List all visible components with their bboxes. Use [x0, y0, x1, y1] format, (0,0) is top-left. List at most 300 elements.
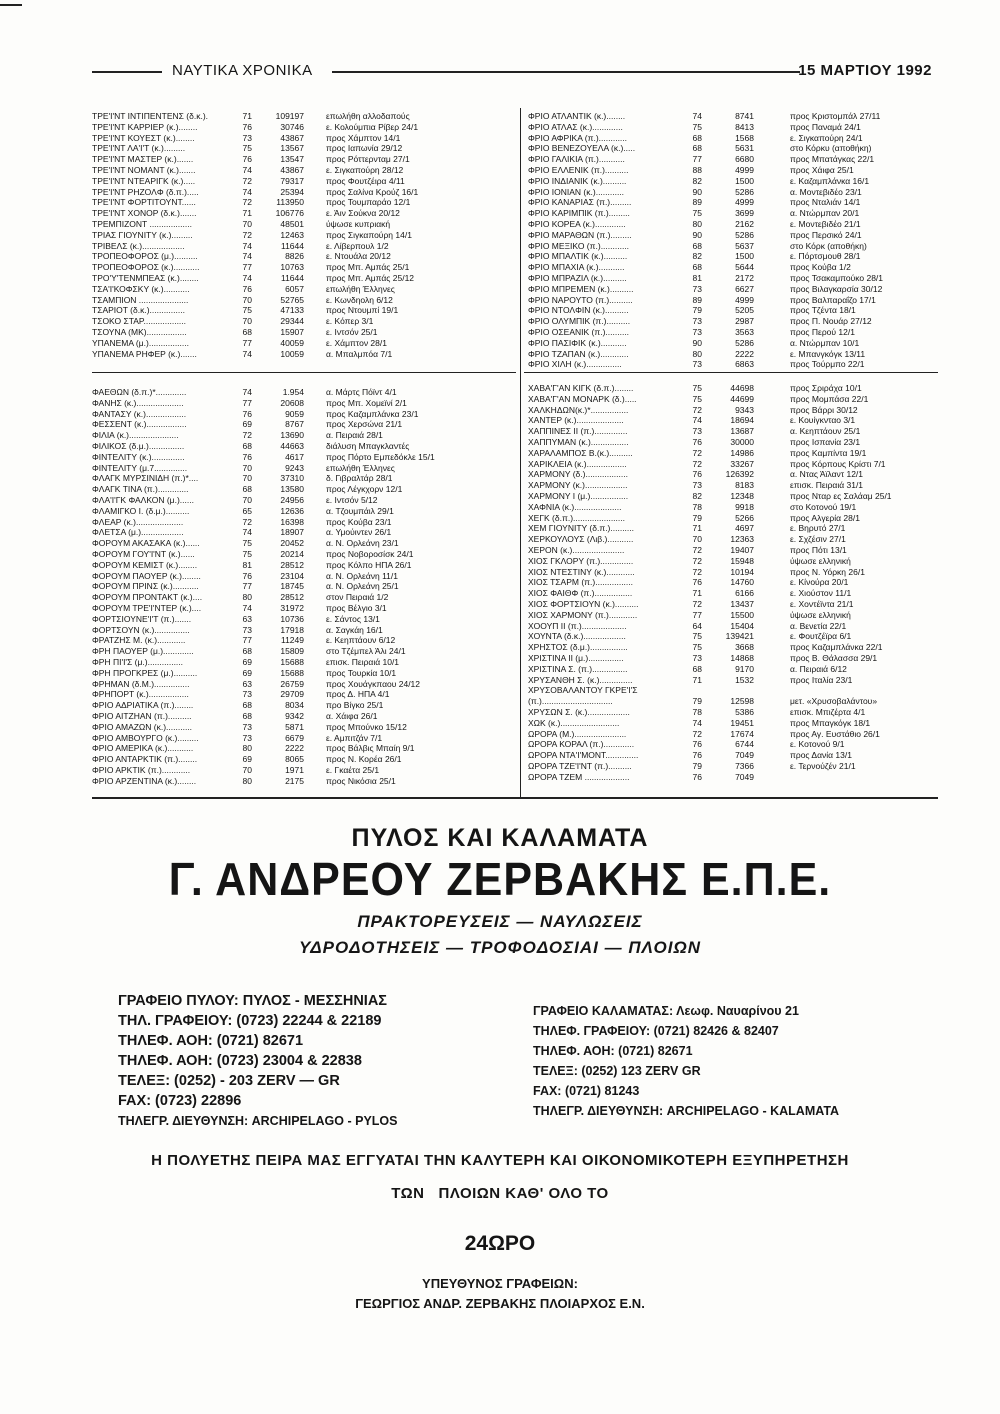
ship-entry — [528, 284, 938, 295]
ship-tonnage: 40059 — [280, 337, 304, 348]
ship-entry — [528, 610, 938, 621]
ship-year: 69 — [242, 656, 252, 667]
ship-entry — [92, 679, 512, 690]
ship-entry — [92, 581, 512, 592]
ship-name: ΦΡΙΟ ΑΔΡΙΑΤΙΚΑ (π.)........ — [92, 700, 194, 711]
ship-name: ΤΡΕ'Ι'ΝΤ ΡΗΖΟΛΦ (δ.π.)..... — [92, 186, 199, 197]
ship-tonnage: 52765 — [280, 294, 304, 305]
ship-name: ΤΡΕ'Ι'ΝΤ ΧΟΝΟΡ (δ.κ.)....... — [92, 208, 197, 219]
ship-year: 71 — [692, 523, 702, 534]
ship-status: επισκ. Μπιζέρτα 4/1 — [790, 706, 866, 717]
ship-name: ΦΙΛΙΑ (κ.)..................... — [92, 430, 179, 441]
ship-list-top-left — [92, 111, 512, 359]
ship-tonnage: 29344 — [280, 316, 304, 327]
ship-year: 75 — [692, 208, 702, 219]
ship-name: ΦΛΑΓΚ ΤΙΝΑ (π.)............. — [92, 484, 189, 495]
ship-year: 70 — [692, 534, 702, 545]
ship-entry — [92, 316, 512, 327]
ship-status: προς Τουρκία 10/1 — [326, 667, 397, 678]
ship-entry — [528, 219, 938, 230]
ship-status: ε. Πόρτσμουθ 28/1 — [790, 251, 861, 262]
ship-name: ΦΛΕΤΣΑ (μ.).................. — [92, 527, 184, 538]
ship-tonnage: 9059 — [285, 408, 304, 419]
ship-status: επισκ. Πειραιά 10/1 — [326, 656, 400, 667]
ship-name: ΧΡΙΣΤΙΝΑ Σ. (π.)............... — [528, 663, 628, 674]
ship-status — [754, 685, 920, 696]
ship-entry — [528, 469, 938, 480]
ship-name: ΦΟΡΟΥΜ ΑΚΑΣΑΚΑ (κ.)...... — [92, 538, 200, 549]
ship-name: ΤΡΙΒΕΛΣ (κ.).................. — [92, 240, 185, 251]
ship-status: α. Ντώρμπαν 20/1 — [790, 208, 860, 219]
ship-year: 74 — [692, 717, 702, 728]
ship-name: ΦΛΑΓΚ ΜΥΡΣΙΝΙΔΗ (π.)*.... — [92, 473, 199, 484]
ship-tonnage: 12348 — [730, 490, 754, 501]
ship-tonnage: 3563 — [735, 326, 754, 337]
ship-year: 72 — [692, 598, 702, 609]
ship-name: ΦΡΗ ΠΑΟΥΕΡ (μ.)............. — [92, 646, 194, 657]
ship-year: 70 — [242, 462, 252, 473]
ship-status: προς Φουτζέιρα 4/11 — [326, 175, 405, 186]
ship-name: ΧΙΟΣ ΓΚΛΟΡΥ (π.).............. — [528, 555, 634, 566]
ship-tonnage: 3699 — [735, 208, 754, 219]
ship-status: ε. Ιντσόν 5/12 — [326, 494, 378, 505]
ship-name: ΦΛΑΜΙΓΚΟ Ι. (δ.μ.).......... — [92, 505, 190, 516]
ship-tonnage — [702, 685, 754, 696]
ship-status: προς Κόλπο ΗΠΑ 26/1 — [326, 559, 412, 570]
ship-name: ΤΡΕΜΠΙΖΟΝΤ .................. — [92, 218, 192, 229]
ship-entry — [92, 387, 512, 398]
ship-entry — [92, 646, 512, 657]
ship-tonnage: 8065 — [285, 754, 304, 765]
ship-name: ΦΙΝΤΕΛΙΤΥ (κ.).............. — [92, 451, 185, 462]
ship-tonnage: 2222 — [285, 743, 304, 754]
ship-status: προ Βίγκο 25/1 — [326, 700, 384, 711]
ship-name: ΧΙΟΣ ΝΤΕΣΤΙΝΥ (κ.)............ — [528, 566, 635, 577]
kalamata-line: ΤΗΛΕΦ. ΑΟΗ: (0721) 82671 — [533, 1044, 693, 1058]
ship-entry — [528, 187, 938, 198]
ship-entry — [92, 262, 512, 273]
ship-year: 68 — [242, 326, 252, 337]
ship-year: 73 — [692, 652, 702, 663]
ship-entry — [528, 577, 938, 588]
ship-year: 74 — [692, 111, 702, 121]
ship-entry — [92, 165, 512, 176]
ship-tonnage: 24956 — [280, 494, 304, 505]
ship-year: 82 — [692, 175, 702, 186]
ship-entry — [528, 415, 938, 426]
ship-name: ΤΡΕ'Ι'ΝΤ ΚΑΡΡΙΕΡ (κ.)........ — [92, 121, 198, 132]
ship-entry — [92, 452, 512, 463]
ship-tonnage: 25394 — [280, 186, 304, 197]
ship-year: 70 — [242, 473, 252, 484]
ship-status: ε. Βηρυτό 27/1 — [790, 523, 846, 534]
responsible-name: ΓΕΩΡΓΙΟΣ ΑΝΔΡ. ΖΕΡΒΑΚΗΣ ΠΛΟΙΑΡΧΟΣ Ε.Ν. — [355, 1296, 645, 1311]
ship-year: 78 — [692, 501, 702, 512]
ship-year: 73 — [692, 426, 702, 437]
ship-status: προς Τουμπαράο 12/1 — [326, 197, 411, 208]
ship-tonnage: 6744 — [735, 739, 754, 750]
ship-status: προς Ρόττερνταμ 27/1 — [326, 154, 410, 165]
ship-tonnage: 4999 — [735, 294, 754, 305]
ship-year: 68 — [692, 262, 702, 273]
ship-tonnage: 6627 — [735, 283, 754, 294]
ship-name: ΧΡΙΣΤΙΝΑ ΙΙ (μ.)............... — [528, 652, 624, 663]
ship-tonnage: 5644 — [735, 262, 754, 273]
ship-tonnage: 126392 — [725, 469, 754, 480]
ship-name: ΤΡΕ'Ι'ΝΤ ΦΟΡΤΙΤΟΥΝΤ...... — [92, 197, 196, 208]
ship-entry — [92, 571, 512, 582]
ship-tonnage: 11644 — [280, 272, 304, 283]
ship-list-bottom-right — [528, 383, 938, 782]
ship-year: 76 — [692, 436, 702, 447]
ship-status: προς Μπ. Αμπάς 25/12 — [326, 272, 415, 283]
ship-entry — [528, 761, 938, 772]
ship-tonnage: 15688 — [280, 667, 304, 678]
ship-status: προς Νταρ ες Σαλάαμ 25/1 — [790, 490, 892, 501]
page-header — [92, 60, 932, 84]
section-divider-left — [92, 372, 516, 373]
ship-name: ΧΑΦΝΙΑ (κ.).................... — [528, 501, 622, 512]
ship-status: προς Δ. ΗΠΑ 4/1 — [326, 689, 390, 700]
ship-entry — [528, 621, 938, 632]
ship-tonnage: 2987 — [735, 316, 754, 327]
ship-tonnage: 1500 — [735, 175, 754, 186]
ship-entry — [92, 327, 512, 338]
ship-status: επισκ. Πειραιά 31/1 — [790, 480, 864, 491]
ship-tonnage: 20214 — [280, 548, 304, 559]
ship-year: 82 — [692, 251, 702, 262]
ship-entry — [92, 560, 512, 571]
ship-tonnage: 3668 — [735, 642, 754, 653]
ship-tonnage: 13580 — [280, 484, 304, 495]
ship-tonnage: 7049 — [735, 750, 754, 761]
ship-year: 71 — [692, 674, 702, 685]
ship-entry — [528, 251, 938, 262]
ship-tonnage: 5631 — [735, 143, 754, 154]
ship-year: 63 — [242, 613, 252, 624]
ship-name: ΩΡΟΡΑ ΤΖΕΜ ................... — [528, 771, 630, 782]
ship-name: ΦΡΙΟ ΑΤΛΑΣ (κ.)............. — [528, 121, 623, 132]
ship-year: 76 — [242, 154, 252, 165]
ship-name: ΦΡΙΟ ΑΡΖΕΝΤΙΝΑ (κ.)........ — [92, 775, 197, 786]
ship-year: 77 — [692, 154, 702, 165]
ship-tonnage: 6680 — [735, 154, 754, 165]
ship-year: 73 — [692, 316, 702, 327]
ship-entry — [528, 480, 938, 491]
ship-entry — [92, 409, 512, 420]
ship-tonnage: 1971 — [285, 764, 304, 775]
ship-entry — [528, 685, 938, 696]
ship-year: 69 — [242, 419, 252, 430]
ship-name: ΦΡΑΤΖΗΣ Μ. (κ.)............ — [92, 635, 186, 646]
ship-entry — [92, 208, 512, 219]
ship-name: ΥΠΑΝΕΜΑ (μ.)................. — [92, 337, 189, 348]
ship-tonnage: 113950 — [276, 197, 304, 208]
ship-year: 82 — [692, 490, 702, 501]
ship-entry — [528, 230, 938, 241]
ship-year: 73 — [242, 732, 252, 743]
ship-status: α. Μπαλμπόα 7/1 — [326, 348, 393, 359]
ship-year: 76 — [692, 771, 702, 782]
ship-year: 70 — [242, 764, 252, 775]
ship-year: 68 — [692, 143, 702, 154]
ship-status: προς Μπούνκο 15/12 — [326, 721, 407, 732]
ship-entry — [528, 208, 938, 219]
ship-year: 79 — [692, 760, 702, 771]
ship-tonnage: 30000 — [730, 436, 754, 447]
ship-entry — [528, 383, 938, 394]
ship-year: 74 — [242, 272, 252, 283]
ship-status: ε. Τερνούζέν 21/1 — [790, 760, 856, 771]
ship-entry — [528, 739, 938, 750]
ship-tonnage: 14868 — [730, 652, 754, 663]
ship-name: ΦΟΡΟΥΜ ΤΡΕ'Ι'ΝΤΕΡ (κ.).... — [92, 602, 202, 613]
ship-year: 68 — [242, 646, 252, 657]
ship-year: 76 — [242, 451, 252, 462]
ship-name: ΤΡΕ'Ι'ΝΤ ΝΟΜΑΝΤ (κ.)....... — [92, 164, 196, 175]
ship-tonnage: 18907 — [280, 527, 304, 538]
ship-status: προς Πότι 13/1 — [790, 544, 847, 555]
ad-services-line-1: ΠΡΑΚΤΟΡΕΥΣΕΙΣ — ΝΑΥΛΩΣΕΙΣ — [357, 912, 643, 931]
ship-year: 73 — [692, 326, 702, 337]
ship-name: ΦΡΙΟ ΓΑΛΙΚΙΑ (π.)........... — [528, 154, 625, 165]
ship-tonnage: 44699 — [730, 393, 754, 404]
ship-tonnage: 43867 — [280, 132, 304, 143]
ship-tonnage: 4697 — [735, 523, 754, 534]
ship-entry — [528, 729, 938, 740]
ship-year: 70 — [242, 294, 252, 305]
ship-status: α. Ντας Άϊλαντ 12/1 — [790, 469, 864, 480]
ship-name: ΩΡΟΡΑ ΝΤΑ'Ι'ΜΟΝΤ.............. — [528, 750, 639, 761]
ship-year: 72 — [692, 447, 702, 458]
ship-name: ΧΟΟΥΠ ΙΙ (π.)................... — [528, 620, 627, 631]
ship-year: 72 — [242, 197, 252, 208]
pylos-office — [118, 991, 397, 1131]
ship-entry — [528, 122, 938, 133]
pylos-line: ΤΗΛΕΓΡ. ΔΙΕΥΘΥΝΣΗ: ARCHIPELAGO - PYLOS — [118, 1114, 398, 1128]
ship-status: ε. Γκαέτα 25/1 — [326, 764, 380, 775]
ship-year: 72 — [692, 404, 702, 415]
ship-status: ε. Σχζέσιν 27/1 — [790, 534, 846, 545]
ship-status: προς Μπατάγκας 22/1 — [790, 154, 875, 165]
ship-status: α. Βενετία 22/1 — [790, 620, 847, 631]
ship-entry — [92, 625, 512, 636]
ship-name: ΤΡΕ'Ι'ΝΤ ΜΑΣΤΕΡ (κ.)....... — [92, 154, 194, 165]
ship-name: ΦΡΙΟ ΙΝΔΙΑΝΙΚ (κ.).......... — [528, 175, 627, 186]
ship-tonnage: 79317 — [280, 175, 304, 186]
ship-name: ΦΑΝΤΑΣΥ (κ.)................. — [92, 408, 187, 419]
ship-status: ε. Κοτονού 9/1 — [790, 739, 845, 750]
ship-status: προς Χάιφα 25/1 — [790, 164, 854, 175]
ship-tonnage: 47133 — [280, 305, 304, 316]
ship-entry — [92, 463, 512, 474]
ship-name: ΦΡΗΠΟΡΤ (κ.)................. — [92, 689, 189, 700]
ship-year: 80 — [242, 775, 252, 786]
ship-tonnage: 23104 — [280, 570, 304, 581]
ship-name: ΦΙΝΤΕΛΙΤΥ (μ.7.............. — [92, 462, 188, 473]
ship-year: 72 — [242, 430, 252, 441]
ship-list-top-right — [528, 111, 938, 370]
ship-status: ε. Καζαμπλάνκα 16/1 — [790, 175, 870, 186]
ship-year: 76 — [692, 750, 702, 761]
ship-entry — [528, 426, 938, 437]
ship-name: ΦΛΑ'Ι'ΓΚ ΦΑΛΚΟΝ (μ.)...... — [92, 494, 194, 505]
ship-tonnage: 5637 — [735, 240, 754, 251]
ship-name: ΥΠΑΝΕΜΑ ΡΗΦΕΡ (κ.)....... — [92, 348, 197, 359]
ship-entry — [92, 305, 512, 316]
ship-entry — [528, 405, 938, 416]
ship-entry — [528, 176, 938, 187]
ship-year: 74 — [242, 602, 252, 613]
ship-tonnage: 9170 — [735, 663, 754, 674]
ship-tonnage: 13547 — [280, 154, 304, 165]
ship-tonnage: 15500 — [730, 609, 754, 620]
ship-tonnage: 5386 — [735, 706, 754, 717]
ship-year: 73 — [242, 689, 252, 700]
ship-year: 80 — [692, 348, 702, 359]
responsible-label: ΥΠΕΥΘΥΝΟΣ ΓΡΑΦΕΙΩΝ: — [422, 1276, 578, 1291]
ship-entry — [92, 711, 512, 722]
ship-tonnage: 5205 — [735, 305, 754, 316]
ship-status: ε. Χιούστον 11/1 — [790, 588, 852, 599]
ship-tonnage: 37310 — [280, 473, 304, 484]
ship-year: 75 — [242, 143, 252, 154]
ship-status: προς Λέγκχορν 12/1 — [326, 484, 403, 495]
ship-year: 73 — [242, 132, 252, 143]
ship-name: ΩΡΟΡΑ ΤΖΕ'Ι'ΝΤ (π.).......... — [528, 760, 632, 771]
header-rule-right — [332, 71, 800, 73]
ship-tonnage: 13567 — [280, 143, 304, 154]
ship-entry — [92, 743, 512, 754]
ship-year: 72 — [242, 229, 252, 240]
ship-year: 80 — [242, 592, 252, 603]
ship-tonnage: 109197 — [275, 111, 304, 121]
ship-tonnage: 9343 — [735, 404, 754, 415]
ship-year: 79 — [692, 512, 702, 523]
ship-year: 72 — [692, 555, 702, 566]
column-divider — [520, 108, 521, 798]
ship-name: ΦΡΙΟ ΚΑΡΙΜΠΙΚ (π.)......... — [528, 208, 630, 219]
ship-year: 81 — [692, 272, 702, 283]
ship-tonnage: 1568 — [735, 132, 754, 143]
ship-name: ΩΡΟΡΑ (Μ.)...................... — [528, 728, 627, 739]
ship-year: 68 — [692, 132, 702, 143]
ship-status: προς Ν. Υόρκη 26/1 — [790, 566, 865, 577]
ship-tonnage: 26759 — [280, 678, 304, 689]
ship-status: προς Περσικό 24/1 — [790, 229, 862, 240]
ship-year: 72 — [692, 566, 702, 577]
ship-tonnage: 8413 — [735, 121, 754, 132]
ship-status: προς Νικόσια 25/1 — [326, 775, 396, 786]
ship-year: 90 — [692, 229, 702, 240]
ad-slogan-line-2: ΤΩΝ ΠΛΟΙΩΝ ΚΑΘ' ΟΛΟ ΤΟ — [391, 1185, 609, 1202]
ship-tonnage: 19451 — [730, 717, 754, 728]
ship-status: ύψωσε κυπριακή — [326, 218, 391, 229]
ship-status: στο Κοτονού 19/1 — [790, 501, 857, 512]
ship-status: προς Κόρπους Κρίστι 7/1 — [790, 458, 886, 469]
ship-status: προς Μπ. Αμπάς 25/1 — [326, 262, 410, 273]
ship-tonnage: 1532 — [735, 674, 754, 685]
ship-year: 68 — [242, 440, 252, 451]
ship-year: 72 — [692, 458, 702, 469]
ship-status: ε. Μπανγκόγκ 13/11 — [790, 348, 866, 359]
ship-year: 69 — [242, 667, 252, 678]
ship-status: προς Σριράχα 10/1 — [790, 383, 862, 393]
ship-year: 76 — [242, 408, 252, 419]
ship-tonnage: 29709 — [280, 689, 304, 700]
ship-entry — [528, 437, 938, 448]
ship-entry — [528, 448, 938, 459]
ship-year: 71 — [242, 111, 252, 121]
ship-year: 74 — [242, 251, 252, 262]
ship-status: ε. Σιγκαπούρη 28/12 — [326, 164, 404, 175]
ship-name: ΧΑΝΤΕΡ (κ.).................... — [528, 415, 624, 426]
ship-name: ΦΡΙΟ ΠΑΣΙΦΙΚ (κ.)........... — [528, 337, 627, 348]
ship-tonnage: 6679 — [285, 732, 304, 743]
ship-year: 73 — [692, 480, 702, 491]
ship-status: προς Μπαγκόγκ 18/1 — [790, 717, 871, 728]
ship-entry — [528, 327, 938, 338]
ship-status: α. Ν. Ορλεάνη 25/1 — [326, 581, 399, 592]
ship-name: ΤΣΟΚΟ ΣΤΑΡ.................. — [92, 316, 187, 327]
ship-status: ε. Μοντεβιδέο 21/1 — [790, 218, 861, 229]
corner-mark — [0, 4, 22, 6]
ship-entry — [528, 675, 938, 686]
ship-year: 89 — [692, 197, 702, 208]
ship-name: ΦΟΡΟΥΜ ΠΡΙΝΣ (κ.)........... — [92, 581, 199, 592]
ship-tonnage: 10194 — [730, 566, 754, 577]
ship-entry — [528, 197, 938, 208]
ship-year: 72 — [242, 175, 252, 186]
ship-name: ΤΣΑΡΙΟΤ (δ.κ.)............... — [92, 305, 185, 316]
ship-status: ε. Χοντέϊντα 21/1 — [790, 598, 854, 609]
ship-tonnage: 5266 — [735, 512, 754, 523]
ship-tonnage: 6057 — [285, 283, 304, 294]
ship-name: ΧΡΥΣΑΝΘΗ Σ. (κ.).............. — [528, 674, 633, 685]
ship-status: προς Π. Νουάρ 27/12 — [790, 316, 872, 327]
ship-year: 88 — [692, 164, 702, 175]
ship-year: 68 — [242, 710, 252, 721]
ship-name: ΦΑΝΗΣ (κ.).................... — [92, 397, 184, 408]
ship-entry — [92, 273, 512, 284]
ship-tonnage: 139421 — [725, 631, 754, 642]
ship-year: 90 — [692, 337, 702, 348]
ship-status: προς Αγ. Ευστάθιο 26/1 — [790, 728, 880, 739]
ship-name: ΦΕΣΣΕΝΤ (κ.)................. — [92, 419, 187, 430]
ship-year: 74 — [242, 527, 252, 538]
ship-name: ΦΡΗ ΠΡΟΓΚΡΕΣ (μ.).......... — [92, 667, 198, 678]
ship-name: ΦΙΛΙΚΟΣ (δ.μ.)............... — [92, 440, 185, 451]
ship-year: 80 — [692, 218, 702, 229]
ship-year: 80 — [242, 743, 252, 754]
ship-tonnage: 8767 — [285, 419, 304, 430]
ship-entry — [92, 506, 512, 517]
ship-name: ΦΟΡΤΣΟΥΝ (κ.)............... — [92, 624, 190, 635]
ship-year: 75 — [692, 393, 702, 404]
ship-year: 79 — [692, 696, 702, 707]
ship-status: προς Βέλγιο 3/1 — [326, 602, 387, 613]
ship-name: ΤΡΕ'Ι'ΝΤ ΙΝΤΙΠΕΝΤΕΝΣ (δ.κ.). — [92, 111, 209, 121]
newspaper-title: ΝΑΥΤΙΚΑ ΧΡΟΝΙΚΑ — [172, 62, 313, 79]
ship-entry — [528, 359, 938, 370]
ship-status: προς Ισπανία 23/1 — [790, 436, 861, 447]
ship-name: ΧΡΗΣΤΟΣ (δ.μ.)................ — [528, 642, 628, 653]
ship-tonnage: 15948 — [730, 555, 754, 566]
ship-tonnage: 15809 — [280, 646, 304, 657]
ship-tonnage: 14986 — [730, 447, 754, 458]
ship-entry — [528, 556, 938, 567]
ship-name: ΧΑΡΜΟΝΥ Ι (μ.)................ — [528, 490, 629, 501]
